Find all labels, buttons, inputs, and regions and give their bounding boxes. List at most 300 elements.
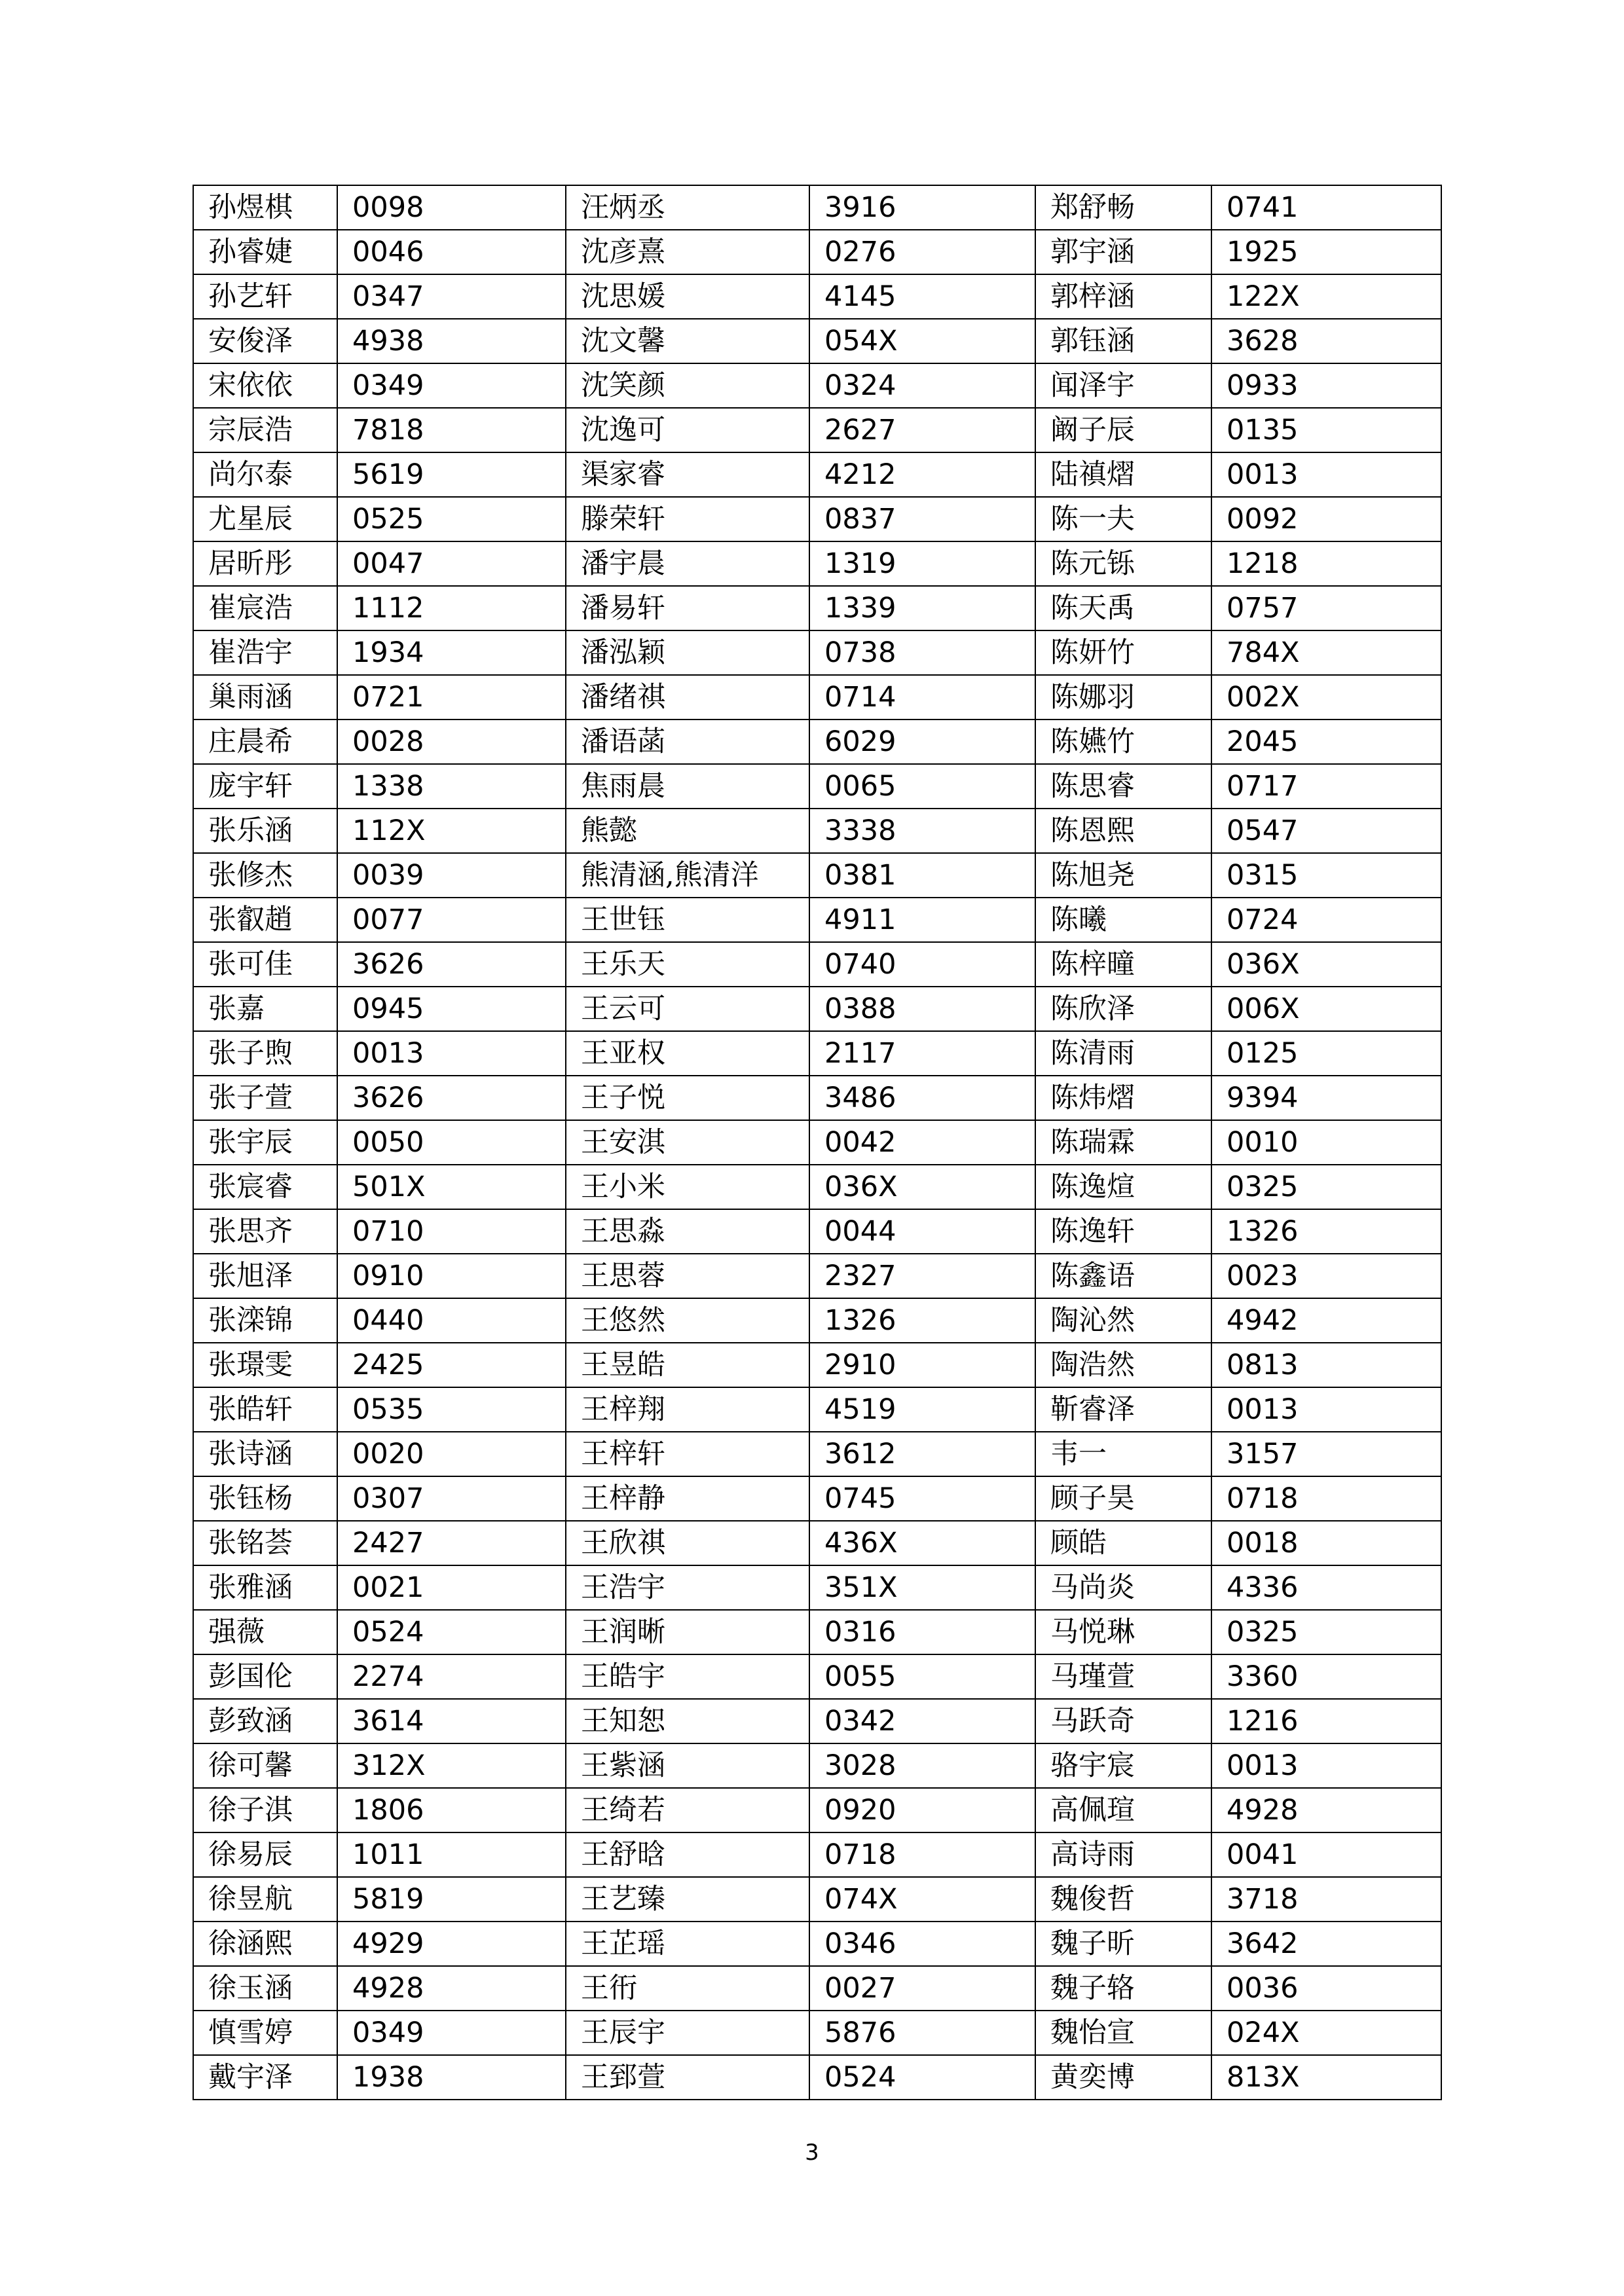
table-row	[193, 1788, 1441, 1832]
name-cell: 张皓轩	[193, 1387, 337, 1432]
id-suffix-cell: 0910	[337, 1254, 566, 1298]
id-suffix-cell: 0315	[1211, 853, 1441, 898]
name-cell: 王亚权	[566, 1031, 809, 1076]
name-cell: 孙煜棋	[193, 185, 337, 230]
id-suffix-cell: 054X	[809, 319, 1035, 363]
table-row	[193, 2055, 1441, 2100]
name-cell: 慎雪婷	[193, 2011, 337, 2055]
id-suffix-cell: 4336	[1211, 1565, 1441, 1610]
id-suffix-cell: 0027	[809, 1966, 1035, 2011]
name-cell: 王润晰	[566, 1610, 809, 1654]
table-row	[193, 541, 1441, 586]
id-suffix-cell: 0065	[809, 764, 1035, 809]
id-suffix-cell: 002X	[1211, 675, 1441, 720]
name-cell: 戴宇泽	[193, 2055, 337, 2100]
name-cell: 徐子淇	[193, 1788, 337, 1832]
id-suffix-cell: 5619	[337, 452, 566, 497]
name-cell: 陈嬿竹	[1035, 720, 1211, 764]
id-suffix-cell: 0018	[1211, 1521, 1441, 1565]
name-cell: 孙艺轩	[193, 274, 337, 319]
name-cell: 张子萱	[193, 1076, 337, 1120]
name-cell: 王子悦	[566, 1076, 809, 1120]
name-cell: 潘宇晨	[566, 541, 809, 586]
name-cell: 陈逸煊	[1035, 1165, 1211, 1209]
id-suffix-cell: 0757	[1211, 586, 1441, 630]
id-suffix-cell: 312X	[337, 1743, 566, 1788]
name-cell: 魏子辂	[1035, 1966, 1211, 2011]
table-row	[193, 586, 1441, 630]
table-row	[193, 1565, 1441, 1610]
name-cell: 王郅萱	[566, 2055, 809, 2100]
id-suffix-cell: 0047	[337, 541, 566, 586]
name-cell: 滕荣轩	[566, 497, 809, 541]
name-cell: 王芷瑶	[566, 1922, 809, 1966]
id-suffix-cell: 024X	[1211, 2011, 1441, 2055]
id-suffix-cell: 0135	[1211, 408, 1441, 452]
name-cell: 郭宇涵	[1035, 230, 1211, 274]
id-suffix-cell: 4938	[337, 319, 566, 363]
id-suffix-cell: 2910	[809, 1343, 1035, 1387]
name-cell: 陶沁然	[1035, 1298, 1211, 1343]
id-suffix-cell: 074X	[809, 1877, 1035, 1922]
name-cell: 王欣祺	[566, 1521, 809, 1565]
name-cell: 尤星辰	[193, 497, 337, 541]
id-suffix-cell: 784X	[1211, 630, 1441, 675]
name-cell: 孙睿婕	[193, 230, 337, 274]
name-cell: 彭致涵	[193, 1699, 337, 1743]
name-cell: 陈恩熙	[1035, 809, 1211, 853]
id-suffix-cell: 1319	[809, 541, 1035, 586]
id-suffix-cell: 0046	[337, 230, 566, 274]
table-row	[193, 1877, 1441, 1922]
id-suffix-cell: 0920	[809, 1788, 1035, 1832]
name-cell: 王皓宇	[566, 1654, 809, 1699]
id-suffix-cell: 0525	[337, 497, 566, 541]
name-cell: 陈梓曈	[1035, 942, 1211, 987]
name-cell: 宗辰浩	[193, 408, 337, 452]
name-cell: 王世钰	[566, 898, 809, 942]
id-suffix-cell: 4145	[809, 274, 1035, 319]
id-suffix-cell: 0724	[1211, 898, 1441, 942]
name-cell: 陈妍竹	[1035, 630, 1211, 675]
id-suffix-cell: 1216	[1211, 1699, 1441, 1743]
name-cell: 王小米	[566, 1165, 809, 1209]
id-suffix-cell: 0077	[337, 898, 566, 942]
name-cell: 顾子昊	[1035, 1476, 1211, 1521]
name-cell: 骆宇宸	[1035, 1743, 1211, 1788]
id-suffix-cell: 0388	[809, 987, 1035, 1031]
id-suffix-cell: 0316	[809, 1610, 1035, 1654]
name-cell: 陈瑞霖	[1035, 1120, 1211, 1165]
id-suffix-cell: 0028	[337, 720, 566, 764]
name-cell: 靳睿泽	[1035, 1387, 1211, 1432]
name-cell: 沈逸可	[566, 408, 809, 452]
name-cell: 陈天禹	[1035, 586, 1211, 630]
id-suffix-cell: 3718	[1211, 1877, 1441, 1922]
name-cell: 崔宸浩	[193, 586, 337, 630]
name-cell: 潘易轩	[566, 586, 809, 630]
id-suffix-cell: 0440	[337, 1298, 566, 1343]
id-suffix-cell: 0717	[1211, 764, 1441, 809]
name-cell: 马悦琳	[1035, 1610, 1211, 1654]
table-row	[193, 1120, 1441, 1165]
id-suffix-cell: 4928	[1211, 1788, 1441, 1832]
id-suffix-cell: 1326	[1211, 1209, 1441, 1254]
name-cell: 王紫涵	[566, 1743, 809, 1788]
name-cell: 郭钰涵	[1035, 319, 1211, 363]
id-suffix-cell: 0718	[809, 1832, 1035, 1877]
id-suffix-cell: 0055	[809, 1654, 1035, 1699]
name-cell: 王辰宇	[566, 2011, 809, 2055]
table-row	[193, 853, 1441, 898]
name-cell: 王思淼	[566, 1209, 809, 1254]
name-cell: 马尚炎	[1035, 1565, 1211, 1610]
name-cell: 郭梓涵	[1035, 274, 1211, 319]
id-suffix-cell: 0010	[1211, 1120, 1441, 1165]
table-row	[193, 942, 1441, 987]
name-cell: 尚尔泰	[193, 452, 337, 497]
id-suffix-cell: 6029	[809, 720, 1035, 764]
id-suffix-cell: 1338	[337, 764, 566, 809]
name-cell: 王昱皓	[566, 1343, 809, 1387]
name-cell: 渠家睿	[566, 452, 809, 497]
name-cell: 韦一	[1035, 1432, 1211, 1476]
table-row	[193, 1476, 1441, 1521]
name-cell: 张思齐	[193, 1209, 337, 1254]
table-row	[193, 1387, 1441, 1432]
name-cell: 王绮若	[566, 1788, 809, 1832]
id-suffix-cell: 122X	[1211, 274, 1441, 319]
id-suffix-cell: 0042	[809, 1120, 1035, 1165]
name-cell: 张可佳	[193, 942, 337, 987]
name-cell: 徐玉涵	[193, 1966, 337, 2011]
name-cell: 焦雨晨	[566, 764, 809, 809]
name-cell: 潘泓颖	[566, 630, 809, 675]
id-suffix-cell: 0535	[337, 1387, 566, 1432]
id-suffix-cell: 0721	[337, 675, 566, 720]
id-suffix-cell: 2117	[809, 1031, 1035, 1076]
name-cell: 崔浩宇	[193, 630, 337, 675]
name-cell: 马瑾萱	[1035, 1654, 1211, 1699]
roster-table-body	[193, 185, 1441, 2100]
id-suffix-cell: 0325	[1211, 1610, 1441, 1654]
name-cell: 闻泽宇	[1035, 363, 1211, 408]
table-row	[193, 452, 1441, 497]
id-suffix-cell: 0036	[1211, 1966, 1441, 2011]
name-cell: 陈炜熠	[1035, 1076, 1211, 1120]
table-row	[193, 319, 1441, 363]
table-row	[193, 1076, 1441, 1120]
id-suffix-cell: 1938	[337, 2055, 566, 2100]
id-suffix-cell: 0813	[1211, 1343, 1441, 1387]
id-suffix-cell: 501X	[337, 1165, 566, 1209]
name-cell: 庞宇轩	[193, 764, 337, 809]
table-row	[193, 1209, 1441, 1254]
id-suffix-cell: 3028	[809, 1743, 1035, 1788]
id-suffix-cell: 0023	[1211, 1254, 1441, 1298]
id-suffix-cell: 3916	[809, 185, 1035, 230]
id-suffix-cell: 0021	[337, 1565, 566, 1610]
table-row	[193, 764, 1441, 809]
id-suffix-cell: 1011	[337, 1832, 566, 1877]
name-cell: 徐易辰	[193, 1832, 337, 1877]
name-cell: 徐昱航	[193, 1877, 337, 1922]
id-suffix-cell: 0098	[337, 185, 566, 230]
id-suffix-cell: 0342	[809, 1699, 1035, 1743]
id-suffix-cell: 0325	[1211, 1165, 1441, 1209]
id-suffix-cell: 3486	[809, 1076, 1035, 1120]
name-cell: 张乐涵	[193, 809, 337, 853]
id-suffix-cell: 0013	[1211, 1743, 1441, 1788]
table-row	[193, 1922, 1441, 1966]
id-suffix-cell: 3628	[1211, 319, 1441, 363]
id-suffix-cell: 0039	[337, 853, 566, 898]
id-suffix-cell: 4911	[809, 898, 1035, 942]
table-row	[193, 1832, 1441, 1877]
id-suffix-cell: 0013	[337, 1031, 566, 1076]
id-suffix-cell: 1934	[337, 630, 566, 675]
id-suffix-cell: 2427	[337, 1521, 566, 1565]
name-cell: 魏怡宣	[1035, 2011, 1211, 2055]
name-cell: 沈笑颜	[566, 363, 809, 408]
name-cell: 陈曦	[1035, 898, 1211, 942]
id-suffix-cell: 0349	[337, 363, 566, 408]
id-suffix-cell: 2425	[337, 1343, 566, 1387]
id-suffix-cell: 2045	[1211, 720, 1441, 764]
name-cell: 张宇辰	[193, 1120, 337, 1165]
table-row	[193, 1298, 1441, 1343]
table-row	[193, 408, 1441, 452]
id-suffix-cell: 0738	[809, 630, 1035, 675]
id-suffix-cell: 3360	[1211, 1654, 1441, 1699]
name-cell: 王知恕	[566, 1699, 809, 1743]
id-suffix-cell: 0547	[1211, 809, 1441, 853]
name-cell: 陈元铄	[1035, 541, 1211, 586]
name-cell: 张诗涵	[193, 1432, 337, 1476]
name-cell: 陈清雨	[1035, 1031, 1211, 1076]
name-cell: 陈娜羽	[1035, 675, 1211, 720]
id-suffix-cell: 0740	[809, 942, 1035, 987]
id-suffix-cell: 0710	[337, 1209, 566, 1254]
id-suffix-cell: 1326	[809, 1298, 1035, 1343]
name-cell: 王衎	[566, 1966, 809, 2011]
id-suffix-cell: 0741	[1211, 185, 1441, 230]
id-suffix-cell: 3626	[337, 1076, 566, 1120]
name-cell: 潘语菡	[566, 720, 809, 764]
id-suffix-cell: 3626	[337, 942, 566, 987]
name-cell: 魏子昕	[1035, 1922, 1211, 1966]
id-suffix-cell: 0933	[1211, 363, 1441, 408]
id-suffix-cell: 0524	[337, 1610, 566, 1654]
table-row	[193, 274, 1441, 319]
table-row	[193, 1432, 1441, 1476]
id-suffix-cell: 0125	[1211, 1031, 1441, 1076]
id-suffix-cell: 0092	[1211, 497, 1441, 541]
id-suffix-cell: 3157	[1211, 1432, 1441, 1476]
name-cell: 王舒晗	[566, 1832, 809, 1877]
id-suffix-cell: 4942	[1211, 1298, 1441, 1343]
name-cell: 陈鑫语	[1035, 1254, 1211, 1298]
name-cell: 王梓轩	[566, 1432, 809, 1476]
id-suffix-cell: 036X	[809, 1165, 1035, 1209]
name-cell: 王思蓉	[566, 1254, 809, 1298]
name-cell: 王安淇	[566, 1120, 809, 1165]
name-cell: 陈思睿	[1035, 764, 1211, 809]
table-row	[193, 1165, 1441, 1209]
name-cell: 巢雨涵	[193, 675, 337, 720]
name-cell: 张铭荟	[193, 1521, 337, 1565]
table-row	[193, 987, 1441, 1031]
id-suffix-cell: 9394	[1211, 1076, 1441, 1120]
id-suffix-cell: 0324	[809, 363, 1035, 408]
id-suffix-cell: 5876	[809, 2011, 1035, 2055]
name-cell: 强薇	[193, 1610, 337, 1654]
table-row	[193, 1743, 1441, 1788]
table-row	[193, 363, 1441, 408]
name-cell: 宋依依	[193, 363, 337, 408]
id-suffix-cell: 0718	[1211, 1476, 1441, 1521]
id-suffix-cell: 0347	[337, 274, 566, 319]
id-suffix-cell: 3338	[809, 809, 1035, 853]
name-cell: 张旭泽	[193, 1254, 337, 1298]
id-suffix-cell: 0050	[337, 1120, 566, 1165]
id-suffix-cell: 1806	[337, 1788, 566, 1832]
name-cell: 郑舒畅	[1035, 185, 1211, 230]
id-suffix-cell: 0044	[809, 1209, 1035, 1254]
name-cell: 张叡趙	[193, 898, 337, 942]
name-cell: 徐可馨	[193, 1743, 337, 1788]
id-suffix-cell: 0276	[809, 230, 1035, 274]
id-suffix-cell: 0837	[809, 497, 1035, 541]
name-cell: 陈一夫	[1035, 497, 1211, 541]
id-suffix-cell: 0307	[337, 1476, 566, 1521]
page-number: 3	[805, 2140, 819, 2166]
table-row	[193, 1521, 1441, 1565]
id-suffix-cell: 3642	[1211, 1922, 1441, 1966]
name-cell: 徐涵熙	[193, 1922, 337, 1966]
id-suffix-cell: 5819	[337, 1877, 566, 1922]
id-suffix-cell: 4519	[809, 1387, 1035, 1432]
name-cell: 王乐天	[566, 942, 809, 987]
name-cell: 阚子辰	[1035, 408, 1211, 452]
name-cell: 王梓翔	[566, 1387, 809, 1432]
id-suffix-cell: 3612	[809, 1432, 1035, 1476]
table-row	[193, 809, 1441, 853]
table-row	[193, 185, 1441, 230]
name-cell: 黄奕博	[1035, 2055, 1211, 2100]
name-cell: 高佩瑄	[1035, 1788, 1211, 1832]
table-row	[193, 497, 1441, 541]
id-suffix-cell: 036X	[1211, 942, 1441, 987]
id-suffix-cell: 0013	[1211, 1387, 1441, 1432]
name-cell: 沈文馨	[566, 319, 809, 363]
id-suffix-cell: 0381	[809, 853, 1035, 898]
name-cell: 张雅涵	[193, 1565, 337, 1610]
id-suffix-cell: 0013	[1211, 452, 1441, 497]
table-row	[193, 675, 1441, 720]
id-suffix-cell: 4212	[809, 452, 1035, 497]
id-suffix-cell: 006X	[1211, 987, 1441, 1031]
name-cell: 居昕彤	[193, 541, 337, 586]
id-suffix-cell: 0349	[337, 2011, 566, 2055]
id-suffix-cell: 112X	[337, 809, 566, 853]
id-suffix-cell: 4929	[337, 1922, 566, 1966]
table-row	[193, 1343, 1441, 1387]
table-row	[193, 230, 1441, 274]
id-suffix-cell: 1339	[809, 586, 1035, 630]
name-cell: 陈逸轩	[1035, 1209, 1211, 1254]
name-cell: 马跃奇	[1035, 1699, 1211, 1743]
name-cell: 张修杰	[193, 853, 337, 898]
name-cell: 陈欣泽	[1035, 987, 1211, 1031]
name-cell: 陆禛熠	[1035, 452, 1211, 497]
name-cell: 王梓静	[566, 1476, 809, 1521]
id-suffix-cell: 7818	[337, 408, 566, 452]
id-suffix-cell: 2274	[337, 1654, 566, 1699]
id-suffix-cell: 813X	[1211, 2055, 1441, 2100]
id-suffix-cell: 2327	[809, 1254, 1035, 1298]
name-cell: 陈旭尧	[1035, 853, 1211, 898]
id-suffix-cell: 0524	[809, 2055, 1035, 2100]
id-suffix-cell: 1218	[1211, 541, 1441, 586]
id-suffix-cell: 351X	[809, 1565, 1035, 1610]
id-suffix-cell: 436X	[809, 1521, 1035, 1565]
name-cell: 张钰杨	[193, 1476, 337, 1521]
name-cell: 庄晨希	[193, 720, 337, 764]
name-cell: 王艺臻	[566, 1877, 809, 1922]
name-cell: 陶浩然	[1035, 1343, 1211, 1387]
table-row	[193, 1654, 1441, 1699]
id-suffix-cell: 0041	[1211, 1832, 1441, 1877]
name-cell: 沈彦熹	[566, 230, 809, 274]
table-row	[193, 1699, 1441, 1743]
id-suffix-cell: 2627	[809, 408, 1035, 452]
name-cell: 张嘉	[193, 987, 337, 1031]
id-suffix-cell: 0714	[809, 675, 1035, 720]
table-row	[193, 898, 1441, 942]
name-cell: 熊懿	[566, 809, 809, 853]
name-cell: 熊清涵,熊清洋	[566, 853, 809, 898]
name-cell: 张滦锦	[193, 1298, 337, 1343]
name-cell: 王云可	[566, 987, 809, 1031]
name-cell: 魏俊哲	[1035, 1877, 1211, 1922]
name-cell: 张子煦	[193, 1031, 337, 1076]
id-suffix-cell: 0745	[809, 1476, 1035, 1521]
roster-table	[193, 185, 1442, 2100]
name-cell: 顾皓	[1035, 1521, 1211, 1565]
table-row	[193, 1966, 1441, 2011]
table-row	[193, 1031, 1441, 1076]
name-cell: 潘绪祺	[566, 675, 809, 720]
id-suffix-cell: 1925	[1211, 230, 1441, 274]
table-row	[193, 2011, 1441, 2055]
name-cell: 张宸睿	[193, 1165, 337, 1209]
name-cell: 汪炳丞	[566, 185, 809, 230]
name-cell: 王悠然	[566, 1298, 809, 1343]
name-cell: 张璟雯	[193, 1343, 337, 1387]
name-cell: 沈思媛	[566, 274, 809, 319]
id-suffix-cell: 0945	[337, 987, 566, 1031]
id-suffix-cell: 4928	[337, 1966, 566, 2011]
table-row	[193, 720, 1441, 764]
name-cell: 彭国伦	[193, 1654, 337, 1699]
id-suffix-cell: 0346	[809, 1922, 1035, 1966]
id-suffix-cell: 0020	[337, 1432, 566, 1476]
table-row	[193, 630, 1441, 675]
name-cell: 安俊泽	[193, 319, 337, 363]
name-cell: 王浩宇	[566, 1565, 809, 1610]
table-row	[193, 1610, 1441, 1654]
